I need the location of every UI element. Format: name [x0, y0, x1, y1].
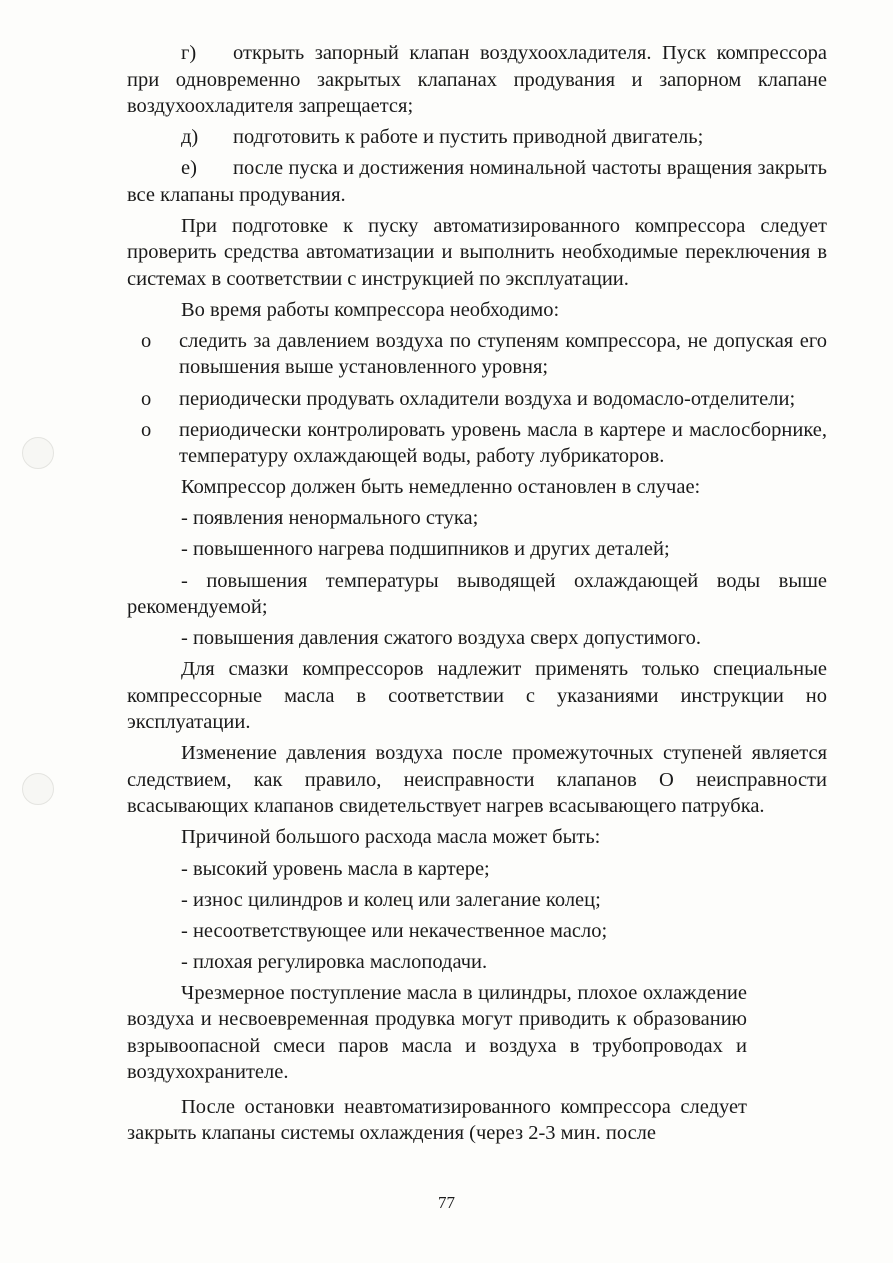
- bullet-text: следить за давлением воздуха по ступеням компрессора, не допуская его повышения выше установленного уровня;: [179, 329, 827, 379]
- list-item: [141, 417, 827, 470]
- list-item: - повышения температуры выводящей охлаждающей воды выше рекомендуемой;: [127, 569, 827, 619]
- item-g: [127, 40, 827, 120]
- bullet-text: периодически контролировать уровень масла в картере и маслосборнике, температуру охлаждающей воды, работу лубрикаторов.: [179, 418, 827, 468]
- list-item: [141, 386, 827, 413]
- item-e: [127, 155, 827, 208]
- page-number: 77: [438, 1193, 455, 1212]
- item-marker: г): [181, 42, 197, 64]
- bullet-marker: o: [141, 387, 152, 410]
- punch-hole: [22, 773, 54, 805]
- bullet-marker: o: [141, 418, 152, 441]
- operation-intro: Во время работы компрессора необходимо:: [181, 298, 560, 321]
- item-marker: д): [181, 126, 199, 149]
- body-text: [127, 40, 827, 1155]
- item-marker: е): [181, 157, 197, 180]
- list-item: - несоответствующее или некачественное масло;: [181, 919, 608, 942]
- list-item: - повышенного нагрева подшипников и других деталей;: [181, 538, 670, 561]
- paragraph-after-stop: После остановки неавтоматизированного компрессора следует закрыть клапаны системы охлаждения (через 2-3 мин. после: [127, 1095, 747, 1145]
- paragraph-oil: Для смазки компрессоров надлежит применять только специальные компрессорные масла в соответствии с указаниями инструкции но эксплуатации.: [127, 658, 827, 734]
- paragraph-pressure: Изменение давления воздуха после промежуточных ступеней является следствием, как правило, неисправности клапанов О неисправности всасывающих клапанов свидетельствует нагрев всасывающего патрубка.: [127, 742, 827, 818]
- item-text: подготовить к работе и пустить приводной двигатель;: [233, 126, 704, 149]
- item-text: после пуска и достижения номинальной частоты вращения закрыть все клапаны продувания.: [127, 157, 827, 206]
- punch-hole: [22, 437, 54, 469]
- consumption-intro: Причиной большого расхода масла может быть:: [181, 826, 601, 849]
- list-item: - повышения давления сжатого воздуха сверх допустимого.: [181, 627, 702, 650]
- stop-intro: Компрессор должен быть немедленно остановлен в случае:: [181, 476, 701, 499]
- bullet-text: периодически продувать охладители воздуха и водомасло-отделители;: [179, 387, 796, 410]
- list-item: - износ цилиндров и колец или залегание колец;: [181, 888, 601, 911]
- list-item: - высокий уровень масла в картере;: [181, 857, 490, 880]
- paragraph-automation: При подготовке к пуску автоматизированного компрессора следует проверить средства автоматизации и выполнить необходимые переключения в системах в соответствии с инструкцией по эксплуатации.: [127, 214, 827, 290]
- item-d: [127, 124, 827, 151]
- item-text: открыть запорный клапан воздухоохладителя. Пуск компрессора при одновременно закрытых клапанах продувания и запорном клапане воздухоохладителя запрещается;: [127, 42, 827, 117]
- paragraph-excess-oil: Чрезмерное поступление масла в цилиндры, плохое охлаждение воздуха и несвоевременная продувка могут приводить к образованию взрывоопасной смеси паров масла и воздуха в трубопроводах и воздухохранителе.: [127, 981, 747, 1084]
- list-item: - плохая регулировка маслоподачи.: [181, 950, 488, 973]
- bullet-marker: o: [141, 329, 152, 352]
- list-item: - появления ненормального стука;: [181, 507, 479, 530]
- list-item: [141, 328, 827, 381]
